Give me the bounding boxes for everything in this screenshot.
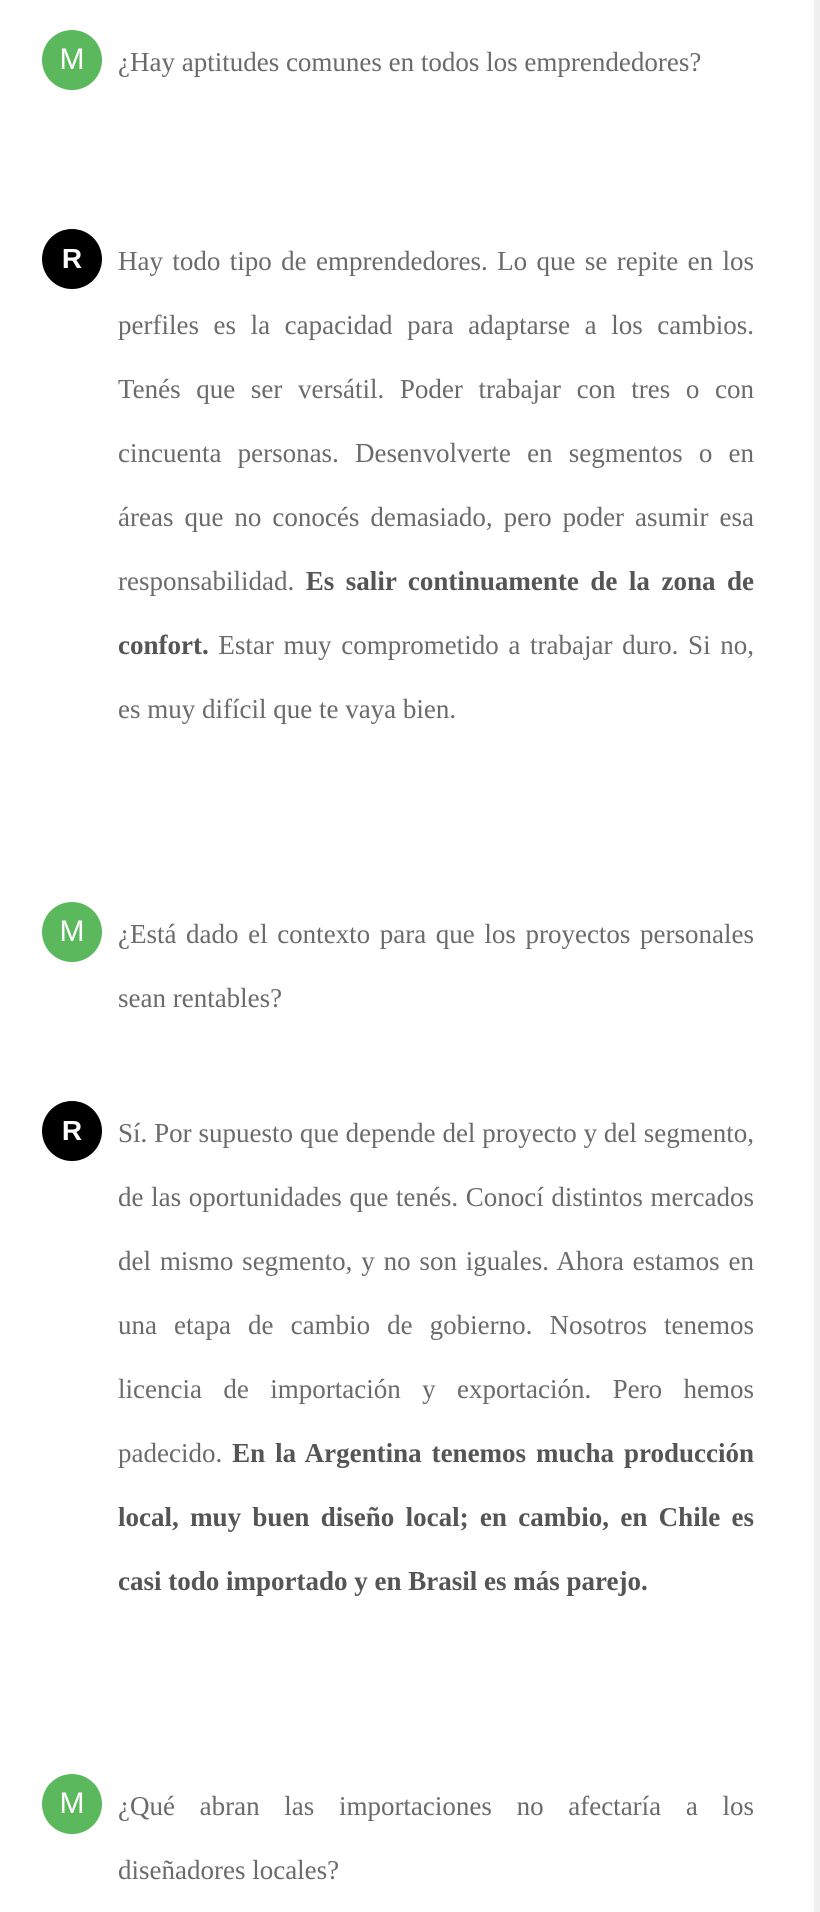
question-text [118,1774,754,1902]
avatar-letter: R [61,243,83,274]
interviewer-avatar [42,902,102,962]
highlighted-text: En la Argentina tenemos mucha producción local, muy buen diseño local; en cambio, en Chile es casi todo importado y en Brasil es más parejo. [118,1438,755,1596]
text-run: ¿Hay aptitudes comunes en todos los emprendedores? [118,47,702,77]
interviewer-avatar [42,1774,102,1834]
avatar-letter: R [61,1115,83,1146]
text-run: ¿Está dado el contexto para que los proyectos personales sean rentables? [118,919,754,1013]
answer-text [118,1101,754,1613]
text-run: Sí. Por supuesto que depende del proyecto y del segmento, de las oportunidades que tenés. Conocí distintos mercados del mismo segmento, y no son iguales. Ahora estamos en una etapa de cambio de gobierno. Nosotros tenemos licencia de importación y exportación. Pero hemos padecido. [118,1118,754,1468]
respondent-avatar [42,229,102,289]
page-scroll-edge [814,0,820,1912]
text-run: Hay todo tipo de emprendedores. Lo que se repite en los perfiles es la capacidad para adaptarse a los cambios. Tenés que ser versátil. Poder trabajar con tres o con cincuenta personas. Desenvolverte en segmentos o en áreas que no conocés demasiado, pero poder asumir esa responsabilidad. [118,246,754,596]
interviewer-avatar [42,30,102,90]
text-run: Estar muy comprometido a trabajar duro. Si no, es muy difícil que te vaya bien. [118,630,754,724]
answer-text [118,229,754,741]
highlighted-text: Es salir continuamente de la zona de confort. [118,566,754,660]
avatar-letter: M [59,915,85,948]
avatar-letter: M [59,1787,85,1820]
avatar-letter: M [59,43,85,76]
question-text [118,30,754,94]
respondent-avatar [42,1101,102,1161]
text-run: ¿Qué abran las importaciones no afectaría a los diseñadores locales? [118,1791,754,1885]
question-text [118,902,754,1030]
